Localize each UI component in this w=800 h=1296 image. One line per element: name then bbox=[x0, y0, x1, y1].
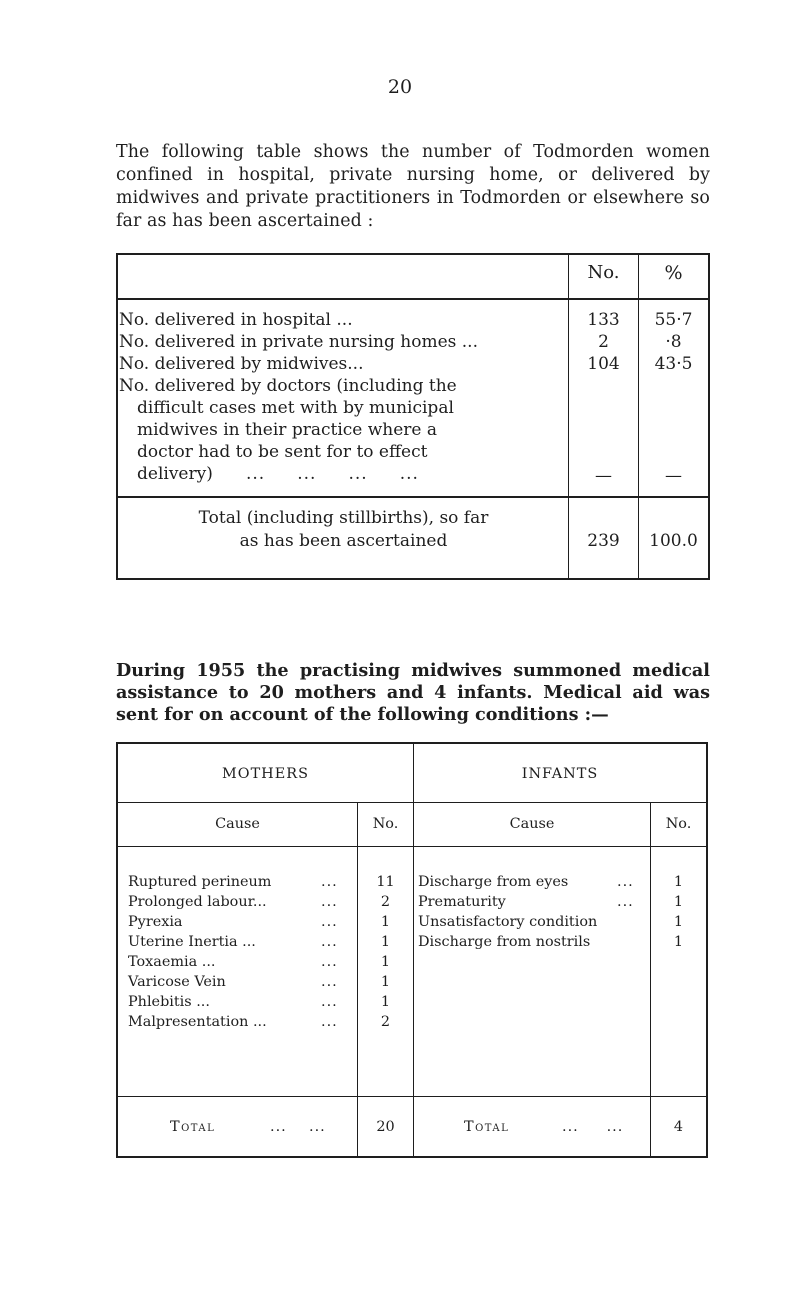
infants-total-value: 4 bbox=[673, 1119, 684, 1135]
row-label-line: doctor had to be sent for to effect bbox=[137, 442, 428, 462]
mother-no: 1 bbox=[380, 934, 391, 950]
table-top-rule bbox=[116, 742, 708, 744]
mother-no: 1 bbox=[380, 974, 391, 990]
total-no: 239 bbox=[587, 531, 620, 551]
header-rule bbox=[116, 802, 708, 803]
col-divider bbox=[650, 803, 651, 1158]
mother-no: 1 bbox=[380, 994, 391, 1010]
total-label: as has been ascertained bbox=[239, 531, 448, 551]
infant-cause: Prematurity bbox=[418, 894, 506, 910]
row-pct: ·8 bbox=[665, 332, 682, 352]
total-label: Total (including stillbirths), so far bbox=[198, 508, 489, 528]
header-rule bbox=[116, 298, 710, 300]
row-no: 133 bbox=[587, 310, 620, 330]
page-number: 20 bbox=[387, 76, 413, 98]
col-header-cause: Cause bbox=[215, 816, 260, 832]
table-left-rule bbox=[116, 253, 118, 580]
col-header-percent: % bbox=[664, 262, 683, 284]
infant-no: 1 bbox=[673, 914, 684, 930]
mothers-total-label: Total bbox=[170, 1119, 216, 1135]
infant-no: 1 bbox=[673, 934, 684, 950]
table-right-rule bbox=[708, 253, 710, 580]
leader-dots: ... bbox=[617, 874, 634, 890]
row-pct: 43·5 bbox=[654, 354, 693, 374]
infant-no: 1 bbox=[673, 874, 684, 890]
table-bottom-rule bbox=[116, 578, 710, 580]
mother-cause: Varicose Vein bbox=[128, 974, 226, 990]
mother-cause: Pyrexia bbox=[128, 914, 183, 930]
col-header-cause: Cause bbox=[509, 816, 555, 832]
leader-dots: ... bbox=[321, 874, 338, 890]
row-pct: 55·7 bbox=[654, 310, 693, 330]
mothers-total-value: 20 bbox=[376, 1119, 395, 1135]
row-label-line: delivery) ... ... ... ... bbox=[137, 464, 419, 484]
total-pct: 100.0 bbox=[649, 531, 698, 551]
infant-cause: Discharge from nostrils bbox=[418, 934, 591, 950]
col-header-no: No. bbox=[372, 816, 399, 832]
row-no: — bbox=[595, 466, 612, 486]
mother-no: 2 bbox=[380, 1014, 391, 1030]
mother-no: 1 bbox=[380, 954, 391, 970]
total-rule bbox=[116, 496, 710, 498]
mother-no: 2 bbox=[380, 894, 391, 910]
row-no: 2 bbox=[598, 332, 609, 352]
mothers-header: MOTHERS bbox=[222, 766, 309, 782]
row-no: 104 bbox=[587, 354, 620, 374]
row-pct: — bbox=[665, 466, 682, 486]
mother-cause: Ruptured perineum bbox=[128, 874, 272, 890]
mother-no: 1 bbox=[380, 914, 391, 930]
row-label-line: No. delivered by doctors (including the bbox=[119, 376, 457, 396]
mother-cause: Malpresentation ... bbox=[128, 1014, 267, 1030]
row-label: No. delivered by midwives... bbox=[119, 354, 364, 374]
leader-dots: ... ... bbox=[270, 1119, 326, 1135]
row-label-line: difficult cases met with by municipal bbox=[137, 398, 454, 418]
col-header-no: No. bbox=[665, 816, 692, 832]
mother-cause: Prolonged labour... bbox=[128, 894, 267, 910]
subheader-rule bbox=[116, 846, 708, 847]
table-top-rule bbox=[116, 253, 710, 255]
table-bottom-rule bbox=[116, 1156, 708, 1158]
col-header-no: No. bbox=[587, 262, 620, 283]
row-label: No. delivered in hospital ... bbox=[119, 310, 353, 330]
infants-header: INFANTS bbox=[521, 766, 599, 782]
mother-cause: Phlebitis ... bbox=[128, 994, 210, 1010]
mother-cause: Uterine Inertia ... bbox=[128, 934, 256, 950]
medical-aid-paragraph: During 1955 the practising midwives summoned medical assistance to 20 mothers and 4 infants. Medical aid was sent for on account of the following conditions :— bbox=[116, 660, 710, 725]
row-label: No. delivered in private nursing homes ... bbox=[119, 332, 478, 352]
infant-cause: Discharge from eyes bbox=[418, 874, 569, 890]
leader-dots: ... bbox=[321, 954, 338, 970]
total-rule bbox=[116, 1096, 708, 1097]
leader-dots: ... bbox=[617, 894, 634, 910]
leader-dots: ... bbox=[321, 994, 338, 1010]
mother-cause: Toxaemia ... bbox=[128, 954, 216, 970]
leader-dots: ... bbox=[321, 914, 338, 930]
mother-no: 11 bbox=[376, 874, 395, 890]
infant-cause: Unsatisfactory condition bbox=[418, 914, 598, 930]
row-label-line: midwives in their practice where a bbox=[137, 420, 438, 440]
leader-dots: ... bbox=[321, 974, 338, 990]
leader-dots: ... bbox=[321, 894, 338, 910]
intro-paragraph: The following table shows the number of Todmorden women confined in hospital, private nursing home, or delivered by midwives and private practitioners in Todmorden or elsewhere so far as has been ascertained : bbox=[116, 142, 710, 231]
infant-no: 1 bbox=[673, 894, 684, 910]
infants-total-label: Total bbox=[464, 1119, 510, 1135]
leader-dots: ... ... bbox=[562, 1119, 624, 1135]
leader-dots: ... bbox=[321, 934, 338, 950]
leader-dots: ... bbox=[321, 1014, 338, 1030]
